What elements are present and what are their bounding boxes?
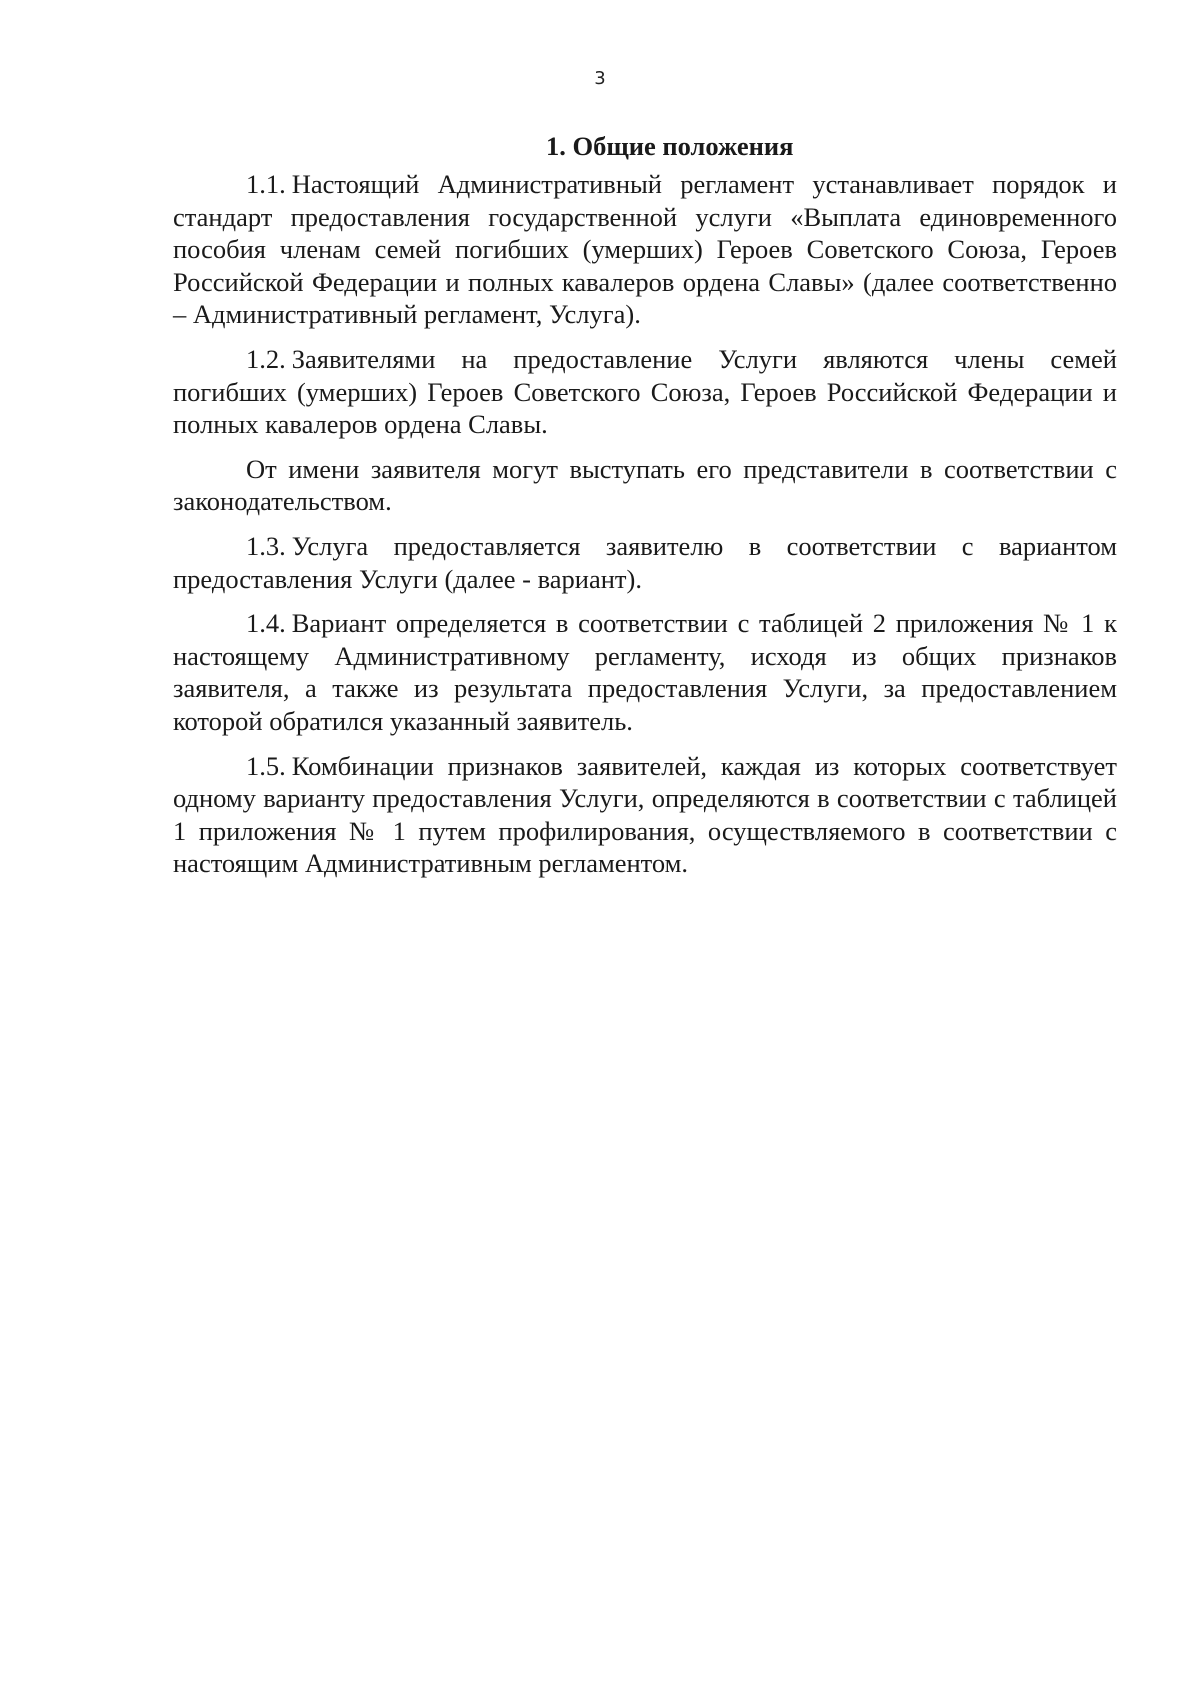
paragraph-1-4 <box>173 607 1117 737</box>
paragraph-number: 1.2. <box>246 343 286 374</box>
paragraph-1-3 <box>173 530 1117 595</box>
paragraph-1-1 <box>173 168 1117 331</box>
paragraph-number: 1.3. <box>246 530 286 561</box>
paragraph-text: Комбинации признаков заявителей, каждая из которых соответствует одному варианту предоставления Услуги, определяются в соответствии с таблицей 1 приложения № 1 путем профилирования, осуществляемого в соответствии с настоящим Административным регламентом. <box>173 750 1117 879</box>
section-heading: 1. Общие положения <box>546 131 794 161</box>
paragraph-representatives <box>173 453 1117 518</box>
paragraph-number: 1.1. <box>246 169 286 199</box>
paragraph-text: От имени заявителя могут выступать его представители в соответствии с законодательством. <box>173 453 1117 517</box>
paragraph-1-5 <box>173 750 1117 880</box>
paragraph-text: Заявителями на предоставление Услуги являются члены семей погибших (умерших) Героев Советского Союза, Героев Российской Федерации и полных кавалеров ордена Славы. <box>173 343 1117 440</box>
page-number: 3 <box>594 68 606 89</box>
paragraph-number: 1.4. <box>246 608 286 639</box>
document-body <box>173 130 1117 892</box>
paragraph-1-2 <box>173 343 1117 441</box>
paragraph-number: 1.5. <box>246 750 286 781</box>
paragraph-text: Настоящий Административный регламент устанавливает порядок и стандарт предоставления государственной услуги «Выплата единовременного пособия членам семей погибших (умерших) Героев Советского Союза, Героев Российской Федерации и полных кавалеров ордена Славы» (далее соответственно – Административный регламент, Услуга). <box>173 169 1117 330</box>
paragraph-text: Вариант определяется в соответствии с таблицей 2 приложения № 1 к настоящему Административному регламенту, исходя из общих признаков заявителя, а также из результата предоставления Услуги, за предоставлением которой обратился указанный заявитель. <box>173 608 1117 736</box>
paragraph-text: Услуга предоставляется заявителю в соответствии с вариантом предоставления Услуги (далее - вариант). <box>173 530 1117 594</box>
